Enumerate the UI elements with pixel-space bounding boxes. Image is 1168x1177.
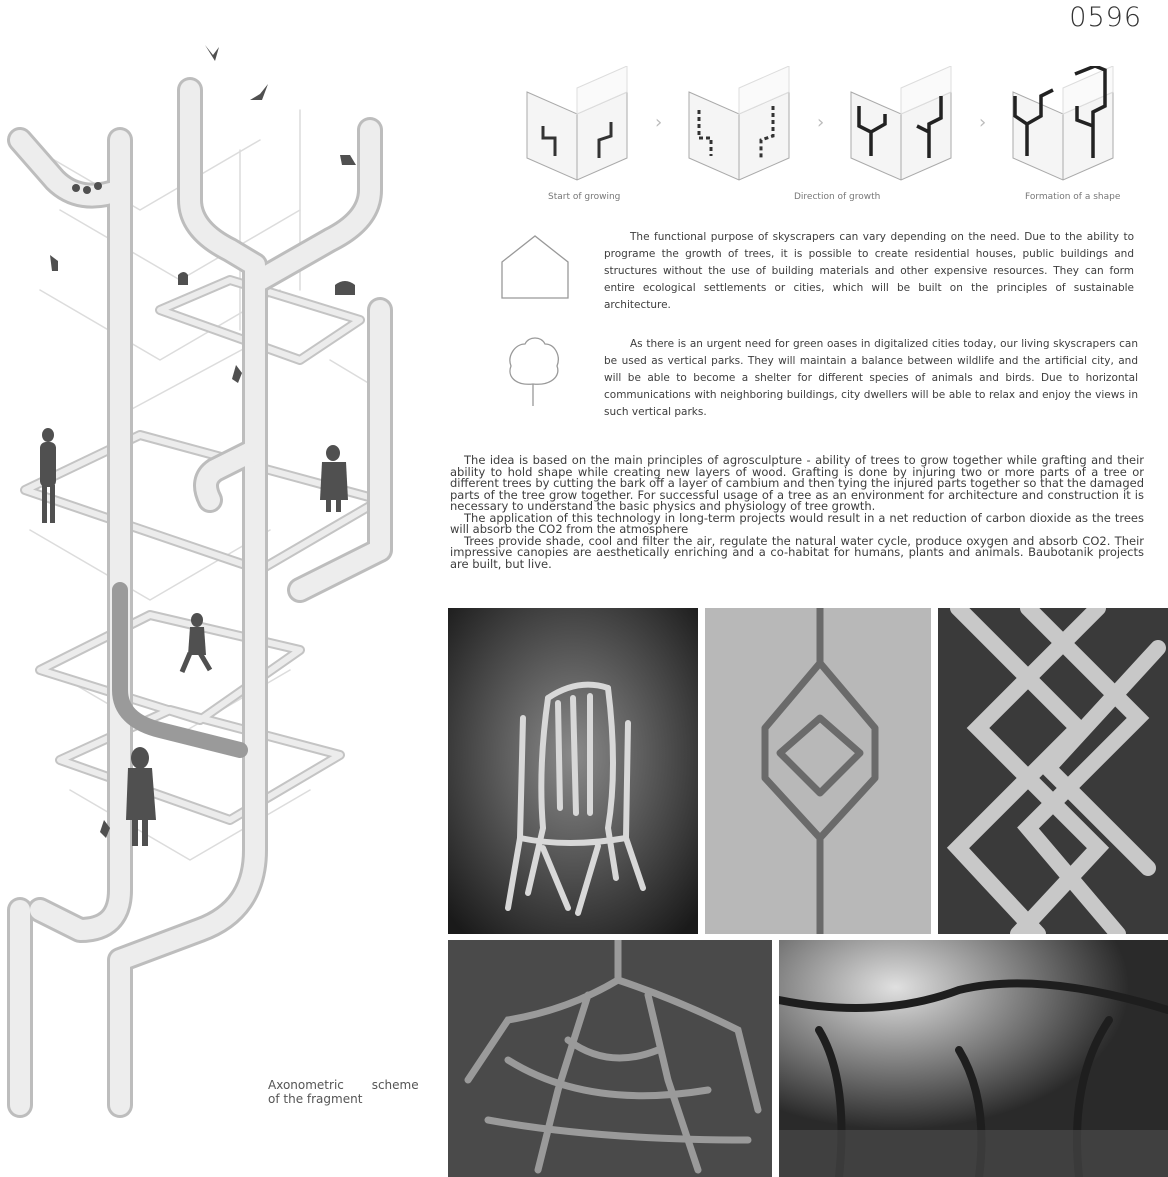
agrosculpture-paragraph-3: Trees provide shade, cool and filter the air, regulate the natural water cycle, produce oxygen and absorb CO2. Their impressive canopies are aesthetically enriching and a co-habitat for humans, plants and animals. Baubotanik projects are built, but live. [450, 533, 1144, 571]
photo-woven-trunk-lattice [938, 608, 1168, 934]
house-outline-icon [500, 234, 570, 300]
stage-arrow-icon: › [979, 112, 987, 133]
tree-outline-icon [505, 336, 561, 408]
vertical-parks-paragraph: As there is an urgent need for green oases in digitalized cities today, our living skyscrapers can be used as vertical parks. They will maintain a balance between wildlife and the artificial city, and will be able to become a shelter for different species of animals and birds. Due to horizontal communications with neighboring buildings, city dwellers will be able to relax and enjoy the views in such vertical parks. [604, 338, 1138, 418]
growth-cube-4 [1011, 66, 1115, 182]
stage-arrow-icon: › [817, 112, 825, 133]
growth-cube-2 [687, 66, 791, 182]
photo-grafted-trunk-diamond [705, 608, 931, 934]
stage-label-formation: Formation of a shape [1025, 192, 1121, 202]
agrosculpture-text [450, 455, 1144, 570]
axonometric-caption [268, 1078, 419, 1106]
caption-line-1: Axonometric scheme [268, 1078, 419, 1092]
sheet-number: 0596 [1069, 2, 1142, 33]
purpose-paragraph: The functional purpose of skyscrapers can vary depending on the need. Due to the ability to programe the growth of trees, it is possible to create residential houses, public buildings and structures without the use of building materials and other expensive resources. They can form entire ecological settlements or cities, which will be built on the principles of sustainable architecture. [604, 231, 1134, 311]
growth-cube-1 [525, 66, 629, 182]
axonometric-drawing [0, 30, 440, 1120]
photo-root-network [448, 940, 772, 1177]
agrosculpture-paragraph-1: The idea is based on the main principles of agrosculpture - ability of trees to grow together while grafting and their ability to hold shape while creating new layers of wood. Grafting is done by injuring two or more parts of a tree or different trees by cutting the bark off a layer of cambium and then tying the injured parts together so that the damaged parts of the tree grow together. For successful usage of a tree as an environment for architecture and construction it is necessary to understand the basic physics and physiology of tree growth. [450, 453, 1144, 513]
stage-label-start: Start of growing [548, 192, 621, 202]
growth-cube-3 [849, 66, 953, 182]
agrosculpture-paragraph-2: The application of this technology in long-term projects would result in a net reduction of carbon dioxide as the trees will absorb the CO2 from the atmosphere [450, 510, 1144, 536]
caption-line-2: of the fragment [268, 1092, 363, 1106]
photo-forest-canopy [779, 940, 1168, 1177]
photo-grown-chair [448, 608, 698, 934]
stage-label-direction: Direction of growth [794, 192, 881, 202]
stage-arrow-icon: › [655, 112, 663, 133]
